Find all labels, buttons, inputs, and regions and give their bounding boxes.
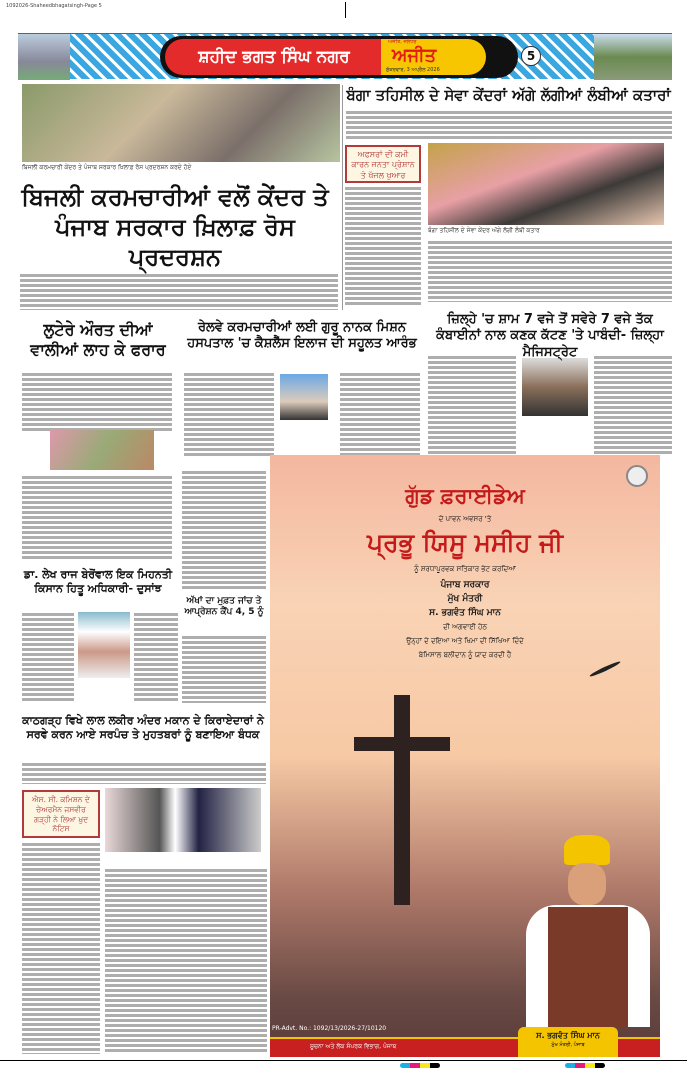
queue-photo [428, 143, 664, 225]
ad-line7: ਉਨ੍ਹਾਂ ਦੇ ਦਇਆ ਅਤੇ ਖਿਮਾ ਦੀ ਸਿੱਖਿਆ ਦਿੰਦੇ [406, 637, 524, 645]
cross-icon [394, 695, 410, 905]
railway-headline: ਰੇਲਵੇ ਕਰਮਚਾਰੀਆਂ ਲਈ ਗੁਰੂ ਨਾਨਕ ਮਿਸ਼ਨ ਹਸਪਤਾਲ 'ਚ ਕੈਸ਼ਲੈੱਸ ਇਲਾਜ ਦੀ ਸਹੂਲਤ ਆਰੰਭ [187, 320, 417, 352]
magistrate-photo [522, 358, 588, 416]
brand-logo: ਅਜੀਤ [392, 45, 437, 66]
page-number: 5 [521, 46, 541, 66]
railway-portrait [280, 374, 328, 420]
hospital-body [182, 470, 266, 590]
ad-name: ਪ੍ਰਭੂ ਯਿਸੂ ਮਸੀਹ ਜੀ [367, 528, 563, 557]
main-headline: ਬਿਜਲੀ ਕਰਮਚਾਰੀਆਂ ਵਲੋਂ ਕੇਂਦਰ ਤੇ ਪੰਜਾਬ ਸਰਕਾਰ ਖ਼ਿਲਾਫ਼ ਰੋਸ ਪ੍ਰਦਰਸ਼ਨ [10, 182, 340, 272]
kathgarh-body-3 [105, 868, 267, 1054]
ad-line8: ਬੇਮਿਸਾਲ ਬਲੀਦਾਨ ਨੂੰ ਯਾਦ ਕਰਦੀ ਹੈ [418, 651, 512, 659]
banga-body [346, 110, 672, 140]
kathgarh-body-2 [22, 842, 100, 1054]
doctor-portrait [78, 612, 130, 678]
color-registration-bar [0, 1060, 687, 1061]
cm-photo [518, 835, 658, 1027]
ad-line4: ਮੁੱਖ ਮੰਤਰੀ [447, 594, 483, 604]
file-slug: 1092026-Shaheedbhagatsingh-Page 5 [6, 3, 102, 9]
column-rule [342, 85, 343, 310]
sc-commission-callout: ਐਸ. ਸੀ. ਕਮਿਸ਼ਨ ਦੇ ਚੇਅਰਮੈਨ ਜਸਵੀਰ ਗੜ੍ਹੀ ਨੇ ਲਿਆ ਖ਼ੁਦ ਨੋਟਿਸ [22, 790, 100, 838]
doctor-body-2 [134, 612, 178, 702]
edition-label: ਅਜੀਤ, ਜਲੰਧਰ [388, 39, 417, 45]
district-body-2 [594, 355, 672, 455]
cm-name: ਸ. ਭਗਵੰਤ ਸਿੰਘ ਮਾਨ [536, 1031, 600, 1040]
ad-line5: ਸ. ਭਗਵੰਤ ਸਿੰਘ ਮਾਨ [429, 608, 501, 618]
cm-title: ਮੁੱਖ ਮੰਤਰੀ, ਪੰਜਾਬ [551, 1042, 585, 1048]
kathgarh-headline: ਕਾਠਗੜ੍ਹ ਵਿਖੇ ਲਾਲ ਲਕੀਰ ਅੰਦਰ ਮਕਾਨ ਦੇ ਕਿਰਾਏਦਾਰਾਂ ਨੇ ਸਰਵੇ ਕਰਨ ਆਏ ਸਰਪੰਚ ਤੇ ਮੁਹਤਬਰਾਂ ਨੂੰ ਬਣਾਇਆ ਬੰਧਕ [22, 714, 264, 741]
ad-line2: ਨੂੰ ਸ਼ਰਧਾਪੂਰਵਕ ਸਤਿਕਾਰ ਭੇਟ ਕਰਦਿਆਂ [414, 565, 516, 573]
cm-name-box [518, 1027, 618, 1057]
eye-camp-body [182, 635, 266, 703]
dept-name: ਸੂਚਨਾ ਅਤੇ ਲੋਕ ਸੰਪਰਕ ਵਿਭਾਗ, ਪੰਜਾਬ [310, 1043, 397, 1050]
crop-mark [345, 2, 346, 18]
queue-photo-caption: ਬੰਗਾ ਤਹਿਸੀਲ ਦੇ ਸੇਵਾ ਕੇਂਦਰ ਅੱਗੇ ਲੱਗੀ ਲੰਬੀ ਕਤਾਰ [428, 227, 540, 234]
sarpanch-photo [105, 788, 261, 852]
banga-callout: ਅਫਸਰਾਂ ਦੀ ਕਮੀ ਕਾਰਨ ਜਨਤਾ ਪ੍ਰੇਸ਼ਾਨ ਤੇ ਖੱਜਲ ਖੁਆਰ [345, 145, 421, 183]
railway-body [184, 372, 274, 457]
ad-line3: ਪੰਜਾਬ ਸਰਕਾਰ [440, 580, 490, 590]
robbers-body-2 [22, 475, 172, 560]
eye-camp-headline: ਅੱਖਾਂ ਦਾ ਮੁਫ਼ਤ ਜਾਂਚ ਤੇ ਆਪ੍ਰੇਸ਼ਨ ਕੈਂਪ 4, 5 ਨੂੰ [184, 596, 264, 618]
memorial-photo [594, 34, 672, 80]
section-title: ਸ਼ਹੀਦ ਭਗਤ ਸਿੰਘ ਨਗਰ [198, 47, 350, 67]
robbers-body [22, 372, 172, 432]
railway-body-2 [340, 372, 420, 457]
ad-line6: ਦੀ ਅਗਵਾਈ ਹੇਠ [443, 623, 487, 631]
victim-photo [50, 430, 154, 470]
color-dots [400, 1063, 440, 1068]
kathgarh-body [22, 762, 266, 784]
banga-headline: ਬੰਗਾ ਤਹਿਸੀਲ ਦੇ ਸੇਵਾ ਕੇਂਦਰਾਂ ਅੱਗੇ ਲੱਗੀਆਂ ਲੰਬੀਆਂ ਕਤਾਰਾਂ [346, 86, 671, 104]
banga-body-2 [345, 186, 421, 306]
robbers-headline: ਲੁਟੇਰੇ ਔਰਤ ਦੀਆਂ ਵਾਲੀਆਂ ਲਾਹ ਕੇ ਫਰਾਰ [30, 320, 166, 359]
bird-icon [589, 660, 622, 678]
doctor-body [22, 612, 74, 702]
protest-photo [22, 84, 340, 162]
cross-beam [354, 737, 450, 751]
doctor-headline: ਡਾ. ਲੇਖ ਰਾਜ ਬੇਰੋਂਵਾਲ ਇਕ ਮਿਹਨਤੀ ਕਿਸਾਨ ਹਿਤੂ ਅਧਿਕਾਰੀ- ਦੁਸਾਂਝ [23, 568, 173, 595]
district-headline: ਜ਼ਿਲ੍ਹੇ 'ਚ ਸ਼ਾਮ 7 ਵਜੇ ਤੋਂ ਸਵੇਰੇ 7 ਵਜੇ ਤੱਕ ਕੰਬਾਈਨਾਂ ਨਾਲ ਕਣਕ ਕੱਟਣ 'ਤੇ ਪਾਬੰਦੀ- ਜ਼ਿਲ੍ਹਾ ਮੈਜਿਸਟ੍ਰੇਟ [436, 312, 664, 360]
masthead-pill [160, 36, 518, 78]
good-friday-ad [270, 455, 660, 1057]
issue-date: ਸ਼ੁੱਕਰਵਾਰ, 3 ਅਪ੍ਰੈਲ 2026 [386, 67, 440, 73]
pr-number: PR-Advt. No.: 1092/13/2026-27/10120 [272, 1025, 387, 1032]
statue-photo [18, 34, 70, 80]
color-dots [565, 1063, 605, 1068]
banga-body-3 [428, 240, 672, 302]
ad-title: ਗੁੱਡ ਫ਼ਰਾਈਡੇਅ [405, 484, 525, 508]
protest-photo-caption: ਬਿਜਲੀ ਕਰਮਚਾਰੀ ਕੇਂਦਰ ਤੇ ਪੰਜਾਬ ਸਰਕਾਰ ਖ਼ਿਲਾਫ਼ ਰੋਸ ਪ੍ਰਦਰਸ਼ਨ ਕਰਦੇ ਹੋਏ [22, 164, 192, 171]
ad-line1: ਦੇ ਪਾਵਨ ਅਵਸਰ 'ਤੇ [438, 515, 492, 523]
district-body [428, 355, 516, 455]
masthead [18, 33, 672, 79]
